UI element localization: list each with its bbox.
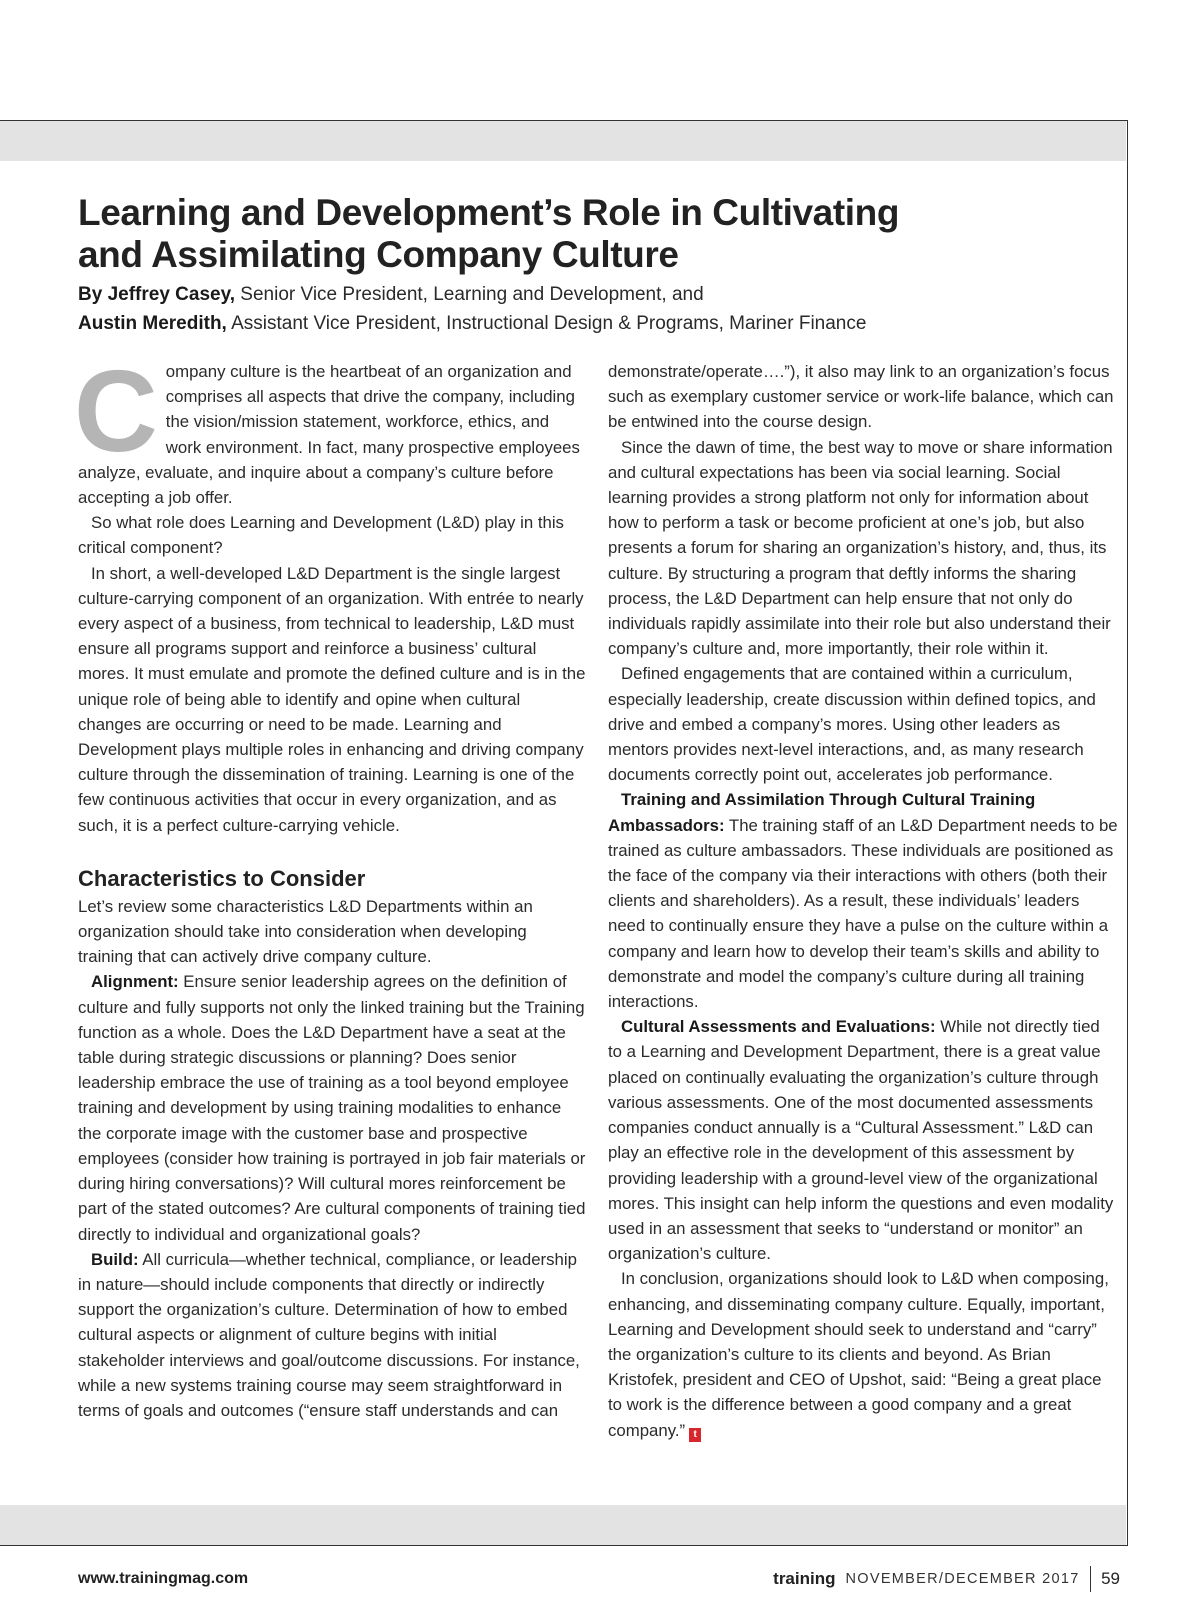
footer-brand: training bbox=[773, 1569, 836, 1588]
top-gray-band bbox=[0, 121, 1126, 161]
paragraph-text: ompany culture is the heartbeat of an organization and comprises all aspects that drive the company, including the vision/mission statement, workforce, ethics, and work environment. In fact, many prospective employees analyze, evaluate, and inquire about a company’s culture before accepting a job offer. bbox=[78, 362, 580, 508]
paragraph: So what role does Learning and Development (L&D) play in this critical component? bbox=[78, 513, 564, 558]
author-1-role: Senior Vice President, Learning and Development, and bbox=[235, 284, 704, 305]
author-2-role: Assistant Vice President, Instructional Design & Programs, Mariner Finance bbox=[226, 313, 867, 334]
right-column bbox=[608, 359, 1118, 1443]
footer-url: www.trainingmag.com bbox=[78, 1570, 249, 1587]
left-column bbox=[74, 346, 586, 1423]
paragraph bbox=[74, 346, 586, 510]
paragraph: In short, a well-developed L&D Department is the single largest culture-carrying component of an organization. With entrée to nearly every aspect of a business, from technical to leadership, L&D must ensure all programs support and reinforce a business’ cultural mores. It must emulate and promote the defined culture and is in the unique role of being able to identify and opine when cultural changes are occurring or need to be made. Learning and Development plays multiple roles in enhancing and driving company culture through the dissemination of training. Learning is one of the few continuous activities that occur in every organization, and as such, it is a perfect culture-carrying vehicle. bbox=[78, 563, 586, 835]
footer-divider bbox=[1090, 1566, 1092, 1592]
end-of-article-icon: t bbox=[689, 1428, 701, 1442]
inline-label: Alignment: bbox=[91, 972, 179, 992]
drop-cap: C bbox=[74, 346, 158, 476]
paragraph: Since the dawn of time, the best way to move or share information and cultural expectations has been via social learning. Social learning provides a strong platform not only for information about how to perform a task or become proficient at one’s job, but also presents a forum for sharing an organization’s history, and, thus, its culture. By structuring a program that deftly informs the sharing process, the L&D Department can help ensure that not only do individuals rapidly assimilate into their role but also understand their company’s culture and, more importantly, their role within it. bbox=[608, 437, 1113, 659]
paragraph-text: All curricula—whether technical, compliance, or leadership in nature—should include components that directly or indirectly support the organization’s culture. Determination of how to embed cultural aspects or alignment of culture begins with initial stakeholder interviews and goal/outcome discussions. For instance, while a new systems training course may seem straightforward in terms of goals and outcomes (“ensure staff understands and can bbox=[78, 1249, 580, 1420]
footer-issue: NOVEMBER/DECEMBER 2017 bbox=[845, 1571, 1080, 1587]
byline-author-2 bbox=[78, 309, 1098, 338]
paragraph bbox=[78, 969, 586, 1246]
paragraph bbox=[608, 1014, 1118, 1266]
inline-label: Build: bbox=[91, 1249, 139, 1269]
paragraph-text: While not directly tied to a Learning and Development Department, there is a great value placed on continually evaluating the organization’s culture through various assessments. One of the most documented assessments companies conduct annually is a “Cultural Assessment.” L&D can play an effective role in the development of this assessment by providing leadership with a ground-level view of the organizational mores. This insight can help inform the questions and even modality used in an assessment that seeks to “understand or monitor” an organization’s culture. bbox=[608, 1017, 1114, 1264]
article-title bbox=[78, 192, 1078, 276]
title-line-1: Learning and Development’s Role in Cultivating bbox=[78, 192, 900, 233]
inline-label: Cultural Assessments and Evaluations: bbox=[621, 1017, 936, 1037]
byline-author-1 bbox=[78, 280, 1098, 309]
paragraph: demonstrate/operate….”), it also may link to an organization’s focus such as exemplary customer service or work-life balance, which can be entwined into the course design. bbox=[608, 362, 1114, 432]
paragraph bbox=[608, 1266, 1118, 1442]
paragraph bbox=[608, 787, 1118, 1014]
paragraph-text: Ensure senior leadership agrees on the definition of culture and fully supports not only the linked training but the Training function as a whole. Does the L&D Department have a seat at the table during strategic discussions or planning? Does senior leadership embrace the use of training as a tool beyond employee training and development by using training modalities to enhance the corporate image with the customer base and prospective employees (consider how training is portrayed in job fair materials or during hiring conversations)? Will cultural mores reinforcement be part of the stated outcomes? Are cultural components of training tied directly to individual and organizational goals? bbox=[78, 972, 586, 1244]
byline bbox=[78, 280, 1098, 338]
section-heading: Characteristics to Consider bbox=[78, 865, 366, 891]
paragraph: Defined engagements that are contained within a curriculum, especially leadership, create discussion within defined topics, and drive and embed a company’s mores. Using other leaders as mentors provides next-level interactions, and, as many research documents correctly point out, accelerates job performance. bbox=[608, 664, 1096, 785]
inline-label: Training and Assimilation Through Cultural Training Ambassadors: bbox=[608, 790, 1036, 835]
author-2-name: Austin Meredith, bbox=[78, 313, 227, 334]
paragraph-text: In conclusion, organizations should look to L&D when composing, enhancing, and disseminating company culture. Equally, important, Learning and Development should seek to understand and “carry” the organization’s culture to its clients and beyond. As Brian Kristofek, president and CEO of Upshot, said: “Being a great place to work is the difference between a good company and a great company.” bbox=[608, 1269, 1109, 1440]
bottom-gray-band bbox=[0, 1505, 1126, 1545]
page-number: 59 bbox=[1101, 1569, 1120, 1588]
paragraph bbox=[78, 1247, 586, 1423]
footer-folio bbox=[773, 1566, 1120, 1592]
title-line-2: and Assimilating Company Culture bbox=[78, 234, 679, 275]
paragraph: Let’s review some characteristics L&D Departments within an organization should take into consideration when developing training that can actively drive company culture. bbox=[78, 896, 533, 967]
author-1-name: By Jeffrey Casey, bbox=[78, 284, 236, 305]
paragraph-text: The training staff of an L&D Department needs to be trained as culture ambassadors. These individuals are positioned as the face of the company via their interactions with others (both their clients and shareholders). As a result, these individuals’ leaders need to continually ensure they have a pulse on the culture within a company and learn how to develop their team’s skills and ability to demonstrate and model the company’s culture during all training interactions. bbox=[608, 815, 1118, 1012]
